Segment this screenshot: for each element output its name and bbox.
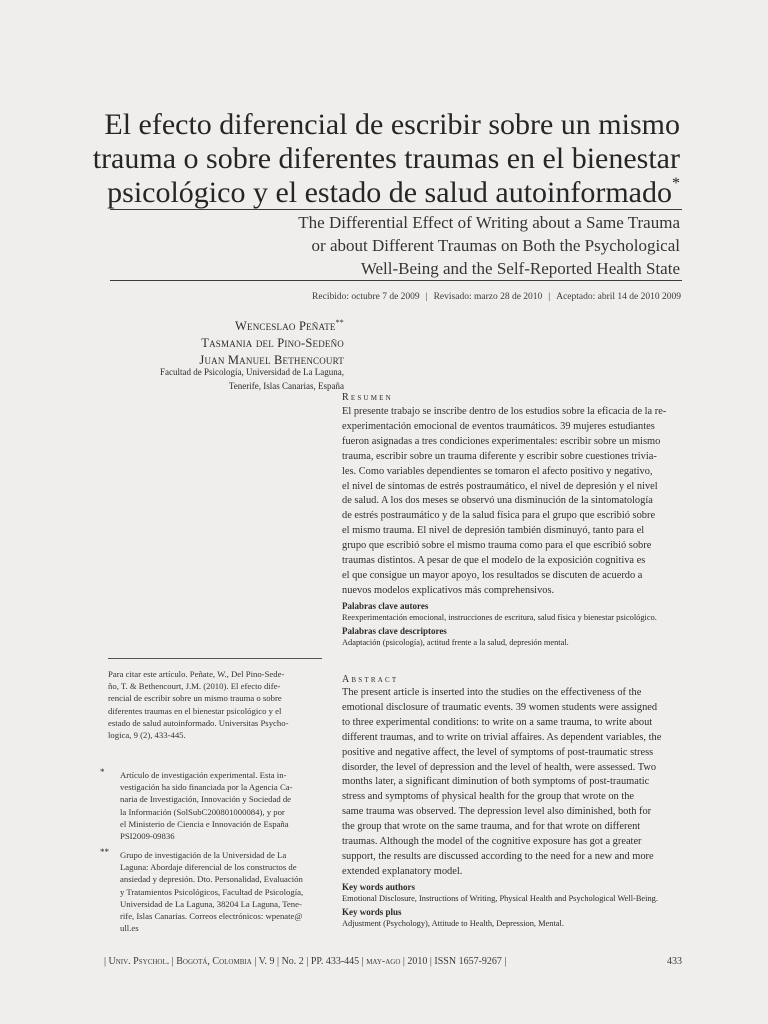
abstract-heading: Abstract — [342, 674, 399, 685]
title-footnote-mark: * — [672, 175, 680, 192]
journal-number: No. 2 — [281, 956, 304, 967]
paper-title-en — [150, 211, 680, 280]
date-accepted: Aceptado: abril 14 de 2010 2009 — [556, 292, 681, 302]
text-line: extended explanatory model. — [342, 865, 463, 877]
separator: | — [427, 956, 435, 967]
paper-title-es — [90, 108, 680, 210]
text-line: les. Como variables dependientes se tomaron el afecto positivo y negativo, — [342, 465, 653, 477]
title-line: El efecto diferencial de escribir sobre un mismo — [104, 108, 680, 141]
keywords-descriptors: Adaptación (psicología), actitud frente a la salud, depresión mental. — [342, 637, 569, 647]
key-words-authors: Emotional Disclosure, Instructions of Writing, Physical Health and Psychological Well-Being. — [342, 893, 658, 903]
note-line: logica, 9 (2), 433-445. — [108, 730, 186, 741]
note-line: naria de Investigación, Innovación y Sociedad de — [120, 794, 292, 805]
text-line: el mismo trauma. El nivel de depresión también disminuyó, tanto para el — [342, 525, 645, 537]
note-line: ansiedad y depresión. Dto. Personalidad, Evaluación — [120, 874, 303, 885]
note-line: PSI2009-09836 — [120, 831, 175, 842]
author — [120, 314, 344, 335]
abstract-section — [342, 674, 680, 929]
separator: | — [425, 292, 428, 302]
text-line: de salud. A los dos meses se observó una disminución de la sintomatología — [342, 495, 653, 507]
subtitle-rule — [110, 280, 682, 281]
note-line: Grupo de investigación de la Universidad de La — [120, 850, 287, 860]
journal-volume: V. 9 — [258, 956, 275, 967]
separator: | — [169, 956, 177, 967]
abstract-text — [342, 686, 680, 880]
text-line: grupo que escribió sobre el mismo trauma como para el que escribió sobre — [342, 540, 652, 552]
footnote-funding — [120, 769, 322, 842]
text-line: traumas. Although the model of the cognitive exposure has got a greater — [342, 836, 642, 848]
subtitle-line: or about Different Traumas on Both the Psychological — [311, 236, 680, 255]
author-footnote-mark: ** — [335, 318, 344, 327]
text-line: months later, a significant diminution of both symptoms of post-traumatic — [342, 776, 650, 788]
keywords-authors: Reexperimentación emocional, instrucciones de escritura, salud física y bienestar psicológico. — [342, 612, 657, 622]
journal-name: Univ. Psychol. — [108, 956, 170, 967]
text-line: different traumas, and to write on trivial affaires. As dependent variables, the — [342, 731, 662, 743]
note-line: Laguna: Abordaje diferencial de los constructos de — [120, 862, 297, 873]
citation-note — [108, 668, 322, 741]
note-line: diferentes traumas en el bienestar psicológico y el — [108, 705, 282, 716]
text-line: experimentación emocional de eventos traumáticos. 39 mujeres estudiantes — [342, 420, 655, 432]
keywords-descriptors-heading: Palabras clave descriptores — [342, 625, 447, 636]
journal-pages: PP. 433-445 — [310, 956, 360, 967]
author-name: Tasmania del Pino-Sedeño — [201, 336, 344, 351]
title-rule — [110, 209, 682, 210]
affiliation-line: Facultad de Psicología, Universidad de La Laguna, — [160, 367, 344, 377]
resumen-text — [342, 405, 680, 599]
note-line: Universidad de La Laguna, 38204 La Laguna, Tene- — [120, 898, 302, 909]
separator: | — [104, 956, 109, 967]
text-line: stress and symptoms of physical health for the group that wrote on the — [342, 791, 635, 803]
subtitle-line: Well-Being and the Self-Reported Health State — [360, 259, 680, 278]
journal-year: 2010 — [407, 956, 428, 967]
note-line: y Tratamientos Psicológicos, Facultad de Psicología, — [120, 886, 304, 897]
note-line: vestigación ha sido financiada por la Agencia Ca- — [120, 782, 293, 793]
footnote-dstar-mark: ** — [100, 847, 109, 857]
affiliation-line: Tenerife, Islas Canarias, España — [228, 381, 344, 391]
submission-dates — [200, 292, 681, 302]
journal-issn: ISSN 1657-9267 — [434, 956, 502, 967]
text-line: el nivel de síntomas de estrés postraumático, el nivel de depresión y el nivel — [342, 480, 658, 492]
journal-months: may-ago — [366, 956, 401, 967]
separator: | — [501, 956, 507, 967]
author-name: Wenceslao Peñate — [235, 319, 336, 334]
text-line: same trauma was observed. The depression level also diminished, both for — [342, 806, 652, 818]
resumen-section — [342, 392, 680, 648]
note-line: la Información (SolSubC200801000084), y por — [120, 806, 285, 817]
note-line: ño, T. & Bethencourt, J.M. (2010). El efecto dife- — [108, 681, 281, 692]
text-line: emotional disclosure of traumatic events. 39 women students were assigned — [342, 701, 658, 713]
text-line: fueron asignadas a tres condiciones experimentales: escribir sobre un mismo — [342, 435, 661, 447]
resumen-heading: Resumen — [342, 392, 393, 403]
date-revised: Revisado: marzo 28 de 2010 — [433, 292, 543, 302]
separator: | — [251, 956, 259, 967]
key-words-authors-heading: Key words authors — [342, 881, 416, 892]
title-line-text: psicológico y el estado de salud autoinformado — [107, 176, 672, 209]
title-line — [90, 176, 680, 210]
footnote-star-mark: * — [100, 767, 105, 777]
key-words-plus-heading: Key words plus — [342, 906, 402, 917]
text-line: to three experimental conditions: to write on a same trauma, to write about — [342, 716, 653, 728]
text-line: positive and negative affect, the level of symptoms of post-traumatic stress — [342, 746, 654, 758]
separator: | — [400, 956, 408, 967]
note-line: ull.es — [120, 923, 139, 934]
separator: | — [359, 956, 367, 967]
footnote-group — [120, 849, 322, 934]
text-line: the group that wrote on the same trauma, and for that wrote on different — [342, 821, 641, 833]
separator: | — [303, 956, 311, 967]
note-line: Para citar este artículo. Peñate, W., Del Pino-Sede- — [108, 669, 285, 679]
subtitle-line: The Differential Effect of Writing about a Same Trauma — [298, 213, 680, 232]
key-words-plus: Adjustment (Psychology), Attitude to Health, Depression, Mental. — [342, 918, 564, 928]
notes-rule — [108, 658, 322, 659]
text-line: traumas distintos. A pesar de que el modelo de la exposición cognitiva es — [342, 555, 646, 567]
page-footer — [104, 956, 682, 967]
affiliation — [120, 365, 344, 393]
text-line: The present article is inserted into the studies on the effectiveness of the — [342, 687, 642, 698]
text-line: El presente trabajo se inscribe dentro de los estudios sobre la eficacia de la re- — [342, 406, 667, 417]
note-line: rife, Islas Canarias. Correos electrónicos: wpenate@ — [120, 911, 303, 922]
author-name: Juan Manuel Bethencourt — [199, 353, 344, 368]
date-received: Recibido: octubre 7 de 2009 — [312, 292, 420, 302]
title-line: trauma o sobre diferentes traumas en el bienestar — [92, 142, 680, 175]
note-line: Artículo de investigación experimental. Esta in- — [120, 770, 287, 780]
journal-city: Bogotá, Colombia — [176, 956, 252, 967]
text-line: support, the results are discussed according to the need for a new and more — [342, 850, 654, 862]
text-line: trauma, escribir sobre un trauma diferente y escribir sobre cuestiones trivia- — [342, 450, 657, 462]
note-line: rencial de escribir sobre un mismo trauma o sobre — [108, 693, 282, 704]
text-line: de estrés postraumático y de la salud física para el grupo que escribió sobre — [342, 510, 656, 522]
text-line: el que consigue un mayor apoyo, los resultados se discuten de acuerdo a — [342, 569, 643, 581]
text-line: disorder, the level of depression and the level of health, were assessed. Two — [342, 761, 657, 773]
page-number: 433 — [667, 956, 682, 967]
note-line: el Ministerio de Ciencia e Innovación de España — [120, 818, 289, 829]
note-line: estado de salud autoinformado. Universitas Psycho- — [108, 717, 289, 728]
separator: | — [548, 292, 551, 302]
text-line: nuevos modelos explicativos más comprehensivos. — [342, 584, 555, 596]
author-list — [120, 314, 344, 369]
separator: | — [274, 956, 282, 967]
keywords-authors-heading: Palabras clave autores — [342, 600, 429, 611]
